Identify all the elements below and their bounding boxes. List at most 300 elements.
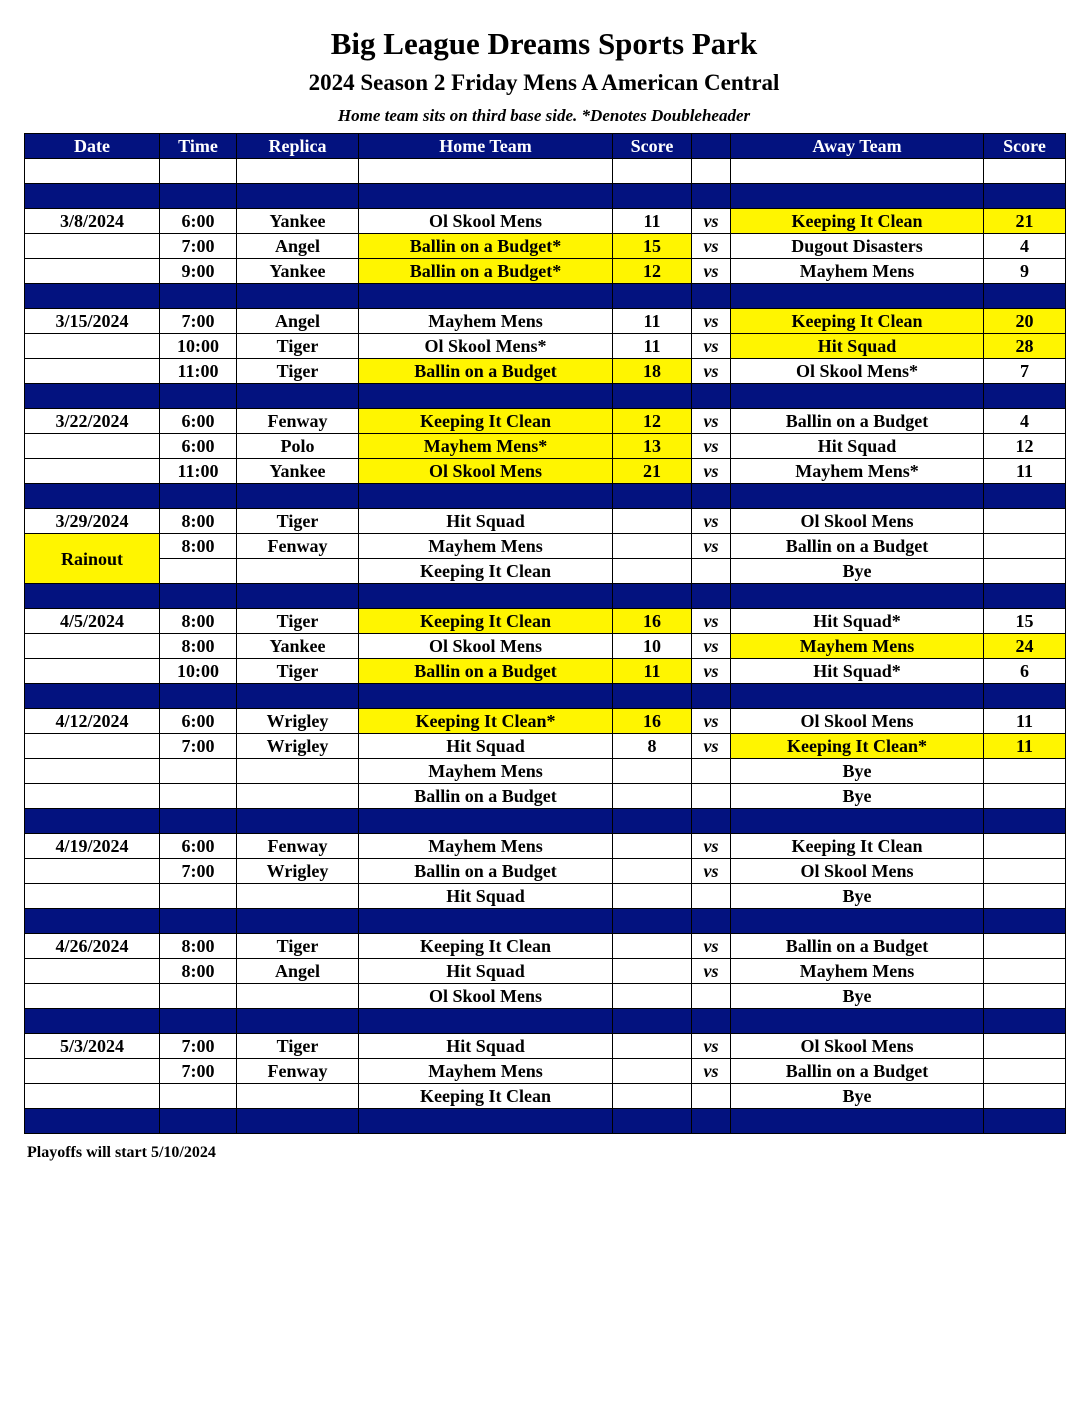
rainout-cell: Rainout: [25, 534, 160, 584]
home-team-cell: Keeping It Clean: [359, 609, 613, 634]
empty-cell: [160, 809, 237, 834]
home-team-cell: Ol Skool Mens: [359, 984, 613, 1009]
replica-cell: Yankee: [237, 259, 359, 284]
date-cell: 3/15/2024: [25, 309, 160, 334]
empty-cell: [160, 384, 237, 409]
vs-cell: vs: [692, 459, 731, 484]
replica-cell: Wrigley: [237, 734, 359, 759]
home-score-cell: 11: [613, 334, 692, 359]
empty-cell: [237, 584, 359, 609]
away-team-cell: Bye: [731, 884, 984, 909]
away-score-cell: [984, 834, 1066, 859]
time-cell: 6:00: [160, 434, 237, 459]
vs-cell: vs: [692, 409, 731, 434]
empty-cell: [359, 184, 613, 209]
replica-cell: Fenway: [237, 1059, 359, 1084]
replica-cell: [237, 984, 359, 1009]
vs-cell: vs: [692, 309, 731, 334]
home-team-cell: Ol Skool Mens: [359, 459, 613, 484]
home-team-cell: Mayhem Mens: [359, 759, 613, 784]
home-team-cell: Ballin on a Budget: [359, 359, 613, 384]
empty-cell: [731, 284, 984, 309]
away-score-cell: [984, 884, 1066, 909]
home-team-cell: Hit Squad: [359, 884, 613, 909]
date-cell: [25, 359, 160, 384]
away-team-cell: Ol Skool Mens*: [731, 359, 984, 384]
date-cell: 4/26/2024: [25, 934, 160, 959]
away-score-cell: [984, 784, 1066, 809]
away-score-cell: 7: [984, 359, 1066, 384]
replica-cell: Tiger: [237, 609, 359, 634]
col-replica-header: Replica: [237, 134, 359, 159]
away-score-cell: 11: [984, 734, 1066, 759]
page-note: Home team sits on third base side. *Denotes Doubleheader: [337, 106, 751, 125]
away-team-cell: Keeping It Clean*: [731, 734, 984, 759]
col-away-score-header: Score: [984, 134, 1066, 159]
col-vs-header: [692, 134, 731, 159]
replica-cell: [237, 884, 359, 909]
home-team-cell: Mayhem Mens: [359, 534, 613, 559]
empty-cell: [160, 1109, 237, 1134]
vs-cell: vs: [692, 834, 731, 859]
away-team-cell: Ballin on a Budget: [731, 534, 984, 559]
vs-cell: vs: [692, 1034, 731, 1059]
home-team-cell: Hit Squad: [359, 959, 613, 984]
away-team-cell: Dugout Disasters: [731, 234, 984, 259]
home-score-cell: 11: [613, 659, 692, 684]
replica-cell: [237, 1084, 359, 1109]
time-cell: 8:00: [160, 959, 237, 984]
away-score-cell: [984, 984, 1066, 1009]
home-score-cell: [613, 784, 692, 809]
home-score-cell: [613, 859, 692, 884]
away-team-cell: Hit Squad: [731, 334, 984, 359]
away-team-cell: Hit Squad*: [731, 659, 984, 684]
away-team-cell: Ballin on a Budget: [731, 409, 984, 434]
replica-cell: Wrigley: [237, 859, 359, 884]
home-score-cell: [613, 534, 692, 559]
empty-cell: [692, 684, 731, 709]
vs-cell: [692, 559, 731, 584]
time-cell: 11:00: [160, 459, 237, 484]
empty-cell: [984, 1009, 1066, 1034]
away-team-cell: Bye: [731, 984, 984, 1009]
away-score-cell: 4: [984, 409, 1066, 434]
time-cell: 9:00: [160, 259, 237, 284]
vs-cell: vs: [692, 509, 731, 534]
home-team-cell: Keeping It Clean: [359, 559, 613, 584]
replica-cell: Wrigley: [237, 709, 359, 734]
col-time-header: Time: [160, 134, 237, 159]
empty-cell: [25, 1109, 160, 1134]
game-row: [25, 959, 1066, 984]
vs-cell: vs: [692, 634, 731, 659]
empty-cell: [25, 484, 160, 509]
time-cell: 7:00: [160, 1034, 237, 1059]
date-cell: 3/8/2024: [25, 209, 160, 234]
empty-cell: [25, 684, 160, 709]
col-home-score-header: Score: [613, 134, 692, 159]
vs-cell: vs: [692, 534, 731, 559]
game-row: [25, 609, 1066, 634]
date-cell: [25, 434, 160, 459]
away-score-cell: [984, 959, 1066, 984]
replica-cell: Tiger: [237, 334, 359, 359]
empty-cell: [160, 584, 237, 609]
home-score-cell: [613, 509, 692, 534]
date-cell: [25, 634, 160, 659]
game-row: [25, 859, 1066, 884]
away-team-cell: Keeping It Clean: [731, 309, 984, 334]
empty-cell: [731, 384, 984, 409]
empty-cell: [160, 484, 237, 509]
away-score-cell: [984, 1084, 1066, 1109]
empty-cell: [984, 684, 1066, 709]
empty-cell: [237, 284, 359, 309]
empty-cell: [984, 159, 1066, 184]
home-score-cell: 16: [613, 609, 692, 634]
empty-cell: [25, 809, 160, 834]
away-team-cell: Ol Skool Mens: [731, 509, 984, 534]
home-team-cell: Ol Skool Mens: [359, 209, 613, 234]
time-cell: 8:00: [160, 509, 237, 534]
home-score-cell: 18: [613, 359, 692, 384]
empty-cell: [613, 384, 692, 409]
replica-cell: Fenway: [237, 409, 359, 434]
empty-cell: [984, 184, 1066, 209]
empty-cell: [160, 1009, 237, 1034]
vs-cell: vs: [692, 959, 731, 984]
vs-cell: vs: [692, 659, 731, 684]
empty-cell: [25, 384, 160, 409]
away-score-cell: [984, 859, 1066, 884]
page-title: Big League Dreams Sports Park: [330, 26, 758, 61]
separator-row: [25, 584, 1066, 609]
home-score-cell: 16: [613, 709, 692, 734]
game-row: [25, 1084, 1066, 1109]
time-cell: 7:00: [160, 859, 237, 884]
date-cell: [25, 234, 160, 259]
vs-cell: vs: [692, 859, 731, 884]
vs-cell: vs: [692, 234, 731, 259]
home-team-cell: Hit Squad: [359, 734, 613, 759]
empty-cell: [731, 484, 984, 509]
replica-cell: Angel: [237, 234, 359, 259]
empty-cell: [160, 159, 237, 184]
date-cell: [25, 784, 160, 809]
empty-cell: [613, 909, 692, 934]
game-row: [25, 409, 1066, 434]
date-cell: [25, 459, 160, 484]
empty-cell: [613, 184, 692, 209]
away-team-cell: Bye: [731, 1084, 984, 1109]
empty-cell: [359, 284, 613, 309]
empty-cell: [359, 159, 613, 184]
empty-cell: [984, 1109, 1066, 1134]
empty-cell: [984, 384, 1066, 409]
home-score-cell: 15: [613, 234, 692, 259]
home-team-cell: Mayhem Mens: [359, 309, 613, 334]
empty-cell: [613, 484, 692, 509]
replica-cell: Tiger: [237, 509, 359, 534]
game-row: [25, 434, 1066, 459]
away-score-cell: 12: [984, 434, 1066, 459]
game-row: [25, 534, 1066, 559]
away-team-cell: Mayhem Mens*: [731, 459, 984, 484]
empty-cell: [237, 1009, 359, 1034]
time-cell: 8:00: [160, 534, 237, 559]
replica-cell: Tiger: [237, 659, 359, 684]
empty-cell: [613, 1009, 692, 1034]
game-row: [25, 334, 1066, 359]
away-team-cell: Ol Skool Mens: [731, 1034, 984, 1059]
game-row: [25, 784, 1066, 809]
empty-cell: [731, 909, 984, 934]
time-cell: 8:00: [160, 634, 237, 659]
empty-cell: [731, 1009, 984, 1034]
home-score-cell: [613, 934, 692, 959]
game-row: [25, 1034, 1066, 1059]
empty-cell: [692, 384, 731, 409]
empty-cell: [731, 584, 984, 609]
empty-cell: [237, 809, 359, 834]
date-cell: [25, 334, 160, 359]
game-row: [25, 209, 1066, 234]
vs-cell: [692, 759, 731, 784]
home-score-cell: [613, 1084, 692, 1109]
empty-cell: [692, 584, 731, 609]
game-row: [25, 834, 1066, 859]
away-team-cell: Mayhem Mens: [731, 634, 984, 659]
replica-cell: [237, 759, 359, 784]
replica-cell: [237, 559, 359, 584]
empty-cell: [359, 684, 613, 709]
home-score-cell: [613, 1059, 692, 1084]
home-team-cell: Keeping It Clean: [359, 1084, 613, 1109]
replica-cell: Tiger: [237, 359, 359, 384]
away-score-cell: 24: [984, 634, 1066, 659]
date-cell: 5/3/2024: [25, 1034, 160, 1059]
separator-row: [25, 284, 1066, 309]
away-score-cell: [984, 934, 1066, 959]
game-row: [25, 709, 1066, 734]
time-cell: [160, 984, 237, 1009]
away-team-cell: Mayhem Mens: [731, 259, 984, 284]
date-cell: 4/12/2024: [25, 709, 160, 734]
empty-cell: [160, 184, 237, 209]
game-row: [25, 359, 1066, 384]
game-row: [25, 234, 1066, 259]
empty-cell: [237, 909, 359, 934]
empty-cell: [692, 484, 731, 509]
empty-cell: [984, 284, 1066, 309]
empty-cell: [160, 684, 237, 709]
time-cell: 8:00: [160, 609, 237, 634]
time-cell: [160, 559, 237, 584]
empty-cell: [359, 484, 613, 509]
date-cell: [25, 984, 160, 1009]
date-cell: [25, 734, 160, 759]
col-away-team-header: Away Team: [731, 134, 984, 159]
vs-cell: [692, 784, 731, 809]
home-score-cell: [613, 1034, 692, 1059]
time-cell: [160, 759, 237, 784]
schedule-body: [25, 159, 1066, 1134]
game-row: [25, 1059, 1066, 1084]
away-team-cell: Hit Squad: [731, 434, 984, 459]
empty-cell: [25, 184, 160, 209]
empty-cell: [692, 184, 731, 209]
empty-cell: [359, 909, 613, 934]
date-cell: [25, 1059, 160, 1084]
empty-cell: [237, 684, 359, 709]
vs-cell: [692, 884, 731, 909]
time-cell: 7:00: [160, 1059, 237, 1084]
time-cell: [160, 784, 237, 809]
home-score-cell: [613, 759, 692, 784]
time-cell: 7:00: [160, 234, 237, 259]
away-team-cell: Bye: [731, 559, 984, 584]
replica-cell: Polo: [237, 434, 359, 459]
home-team-cell: Mayhem Mens: [359, 1059, 613, 1084]
home-team-cell: Ballin on a Budget: [359, 659, 613, 684]
away-team-cell: Bye: [731, 784, 984, 809]
date-cell: [25, 659, 160, 684]
vs-cell: vs: [692, 259, 731, 284]
empty-cell: [160, 909, 237, 934]
replica-cell: Yankee: [237, 209, 359, 234]
time-cell: 11:00: [160, 359, 237, 384]
home-score-cell: [613, 884, 692, 909]
home-team-cell: Ol Skool Mens*: [359, 334, 613, 359]
game-row: [25, 759, 1066, 784]
replica-cell: Fenway: [237, 534, 359, 559]
time-cell: 10:00: [160, 659, 237, 684]
away-team-cell: Ballin on a Budget: [731, 934, 984, 959]
date-cell: [25, 259, 160, 284]
empty-cell: [237, 484, 359, 509]
away-team-cell: Mayhem Mens: [731, 959, 984, 984]
replica-cell: [237, 784, 359, 809]
vs-cell: vs: [692, 609, 731, 634]
date-cell: [25, 884, 160, 909]
separator-row: [25, 1109, 1066, 1134]
empty-cell: [359, 1109, 613, 1134]
separator-row: [25, 909, 1066, 934]
away-score-cell: [984, 509, 1066, 534]
home-team-cell: Ballin on a Budget*: [359, 234, 613, 259]
date-cell: 3/29/2024: [25, 509, 160, 534]
col-home-team-header: Home Team: [359, 134, 613, 159]
separator-row: [25, 184, 1066, 209]
home-score-cell: 12: [613, 409, 692, 434]
away-score-cell: [984, 534, 1066, 559]
time-cell: [160, 884, 237, 909]
home-team-cell: Hit Squad: [359, 1034, 613, 1059]
home-score-cell: [613, 984, 692, 1009]
home-team-cell: Ol Skool Mens: [359, 634, 613, 659]
empty-cell: [237, 184, 359, 209]
empty-cell: [731, 1109, 984, 1134]
home-team-cell: Mayhem Mens: [359, 834, 613, 859]
empty-cell: [613, 159, 692, 184]
empty-cell: [692, 159, 731, 184]
vs-cell: vs: [692, 434, 731, 459]
empty-cell: [984, 909, 1066, 934]
time-cell: 8:00: [160, 934, 237, 959]
empty-cell: [25, 284, 160, 309]
time-cell: 7:00: [160, 309, 237, 334]
away-score-cell: [984, 559, 1066, 584]
time-cell: 6:00: [160, 834, 237, 859]
home-team-cell: Ballin on a Budget: [359, 859, 613, 884]
game-row: [25, 509, 1066, 534]
col-date-header: Date: [25, 134, 160, 159]
away-score-cell: 6: [984, 659, 1066, 684]
game-row: [25, 884, 1066, 909]
empty-cell: [692, 284, 731, 309]
empty-cell: [984, 584, 1066, 609]
date-cell: [25, 859, 160, 884]
game-row: [25, 309, 1066, 334]
home-team-cell: Mayhem Mens*: [359, 434, 613, 459]
home-team-cell: Ballin on a Budget: [359, 784, 613, 809]
vs-cell: [692, 1084, 731, 1109]
vs-cell: vs: [692, 709, 731, 734]
game-row: [25, 659, 1066, 684]
replica-cell: Tiger: [237, 1034, 359, 1059]
playoffs-note: Playoffs will start 5/10/2024: [27, 1144, 216, 1161]
home-score-cell: [613, 959, 692, 984]
empty-cell: [613, 1109, 692, 1134]
separator-row: [25, 384, 1066, 409]
away-team-cell: Hit Squad*: [731, 609, 984, 634]
away-score-cell: 9: [984, 259, 1066, 284]
time-cell: 6:00: [160, 709, 237, 734]
replica-cell: Fenway: [237, 834, 359, 859]
empty-cell: [359, 1009, 613, 1034]
home-score-cell: 8: [613, 734, 692, 759]
away-team-cell: Keeping It Clean: [731, 834, 984, 859]
away-team-cell: Ol Skool Mens: [731, 709, 984, 734]
away-score-cell: 21: [984, 209, 1066, 234]
away-score-cell: [984, 1034, 1066, 1059]
date-cell: [25, 759, 160, 784]
empty-cell: [359, 809, 613, 834]
vs-cell: vs: [692, 209, 731, 234]
vs-cell: vs: [692, 734, 731, 759]
time-cell: 7:00: [160, 734, 237, 759]
home-score-cell: 10: [613, 634, 692, 659]
schedule-table: [24, 133, 1066, 1134]
date-cell: 4/19/2024: [25, 834, 160, 859]
empty-cell: [613, 684, 692, 709]
empty-cell: [25, 159, 160, 184]
empty-cell: [984, 484, 1066, 509]
empty-cell: [25, 584, 160, 609]
page-subtitle: 2024 Season 2 Friday Mens A American Central: [308, 70, 780, 95]
empty-cell: [25, 1009, 160, 1034]
home-score-cell: [613, 559, 692, 584]
date-cell: [25, 959, 160, 984]
game-row: [25, 259, 1066, 284]
game-row: [25, 984, 1066, 1009]
date-cell: [25, 1084, 160, 1109]
separator-row: [25, 684, 1066, 709]
empty-cell: [731, 159, 984, 184]
home-score-cell: 11: [613, 209, 692, 234]
home-score-cell: 13: [613, 434, 692, 459]
